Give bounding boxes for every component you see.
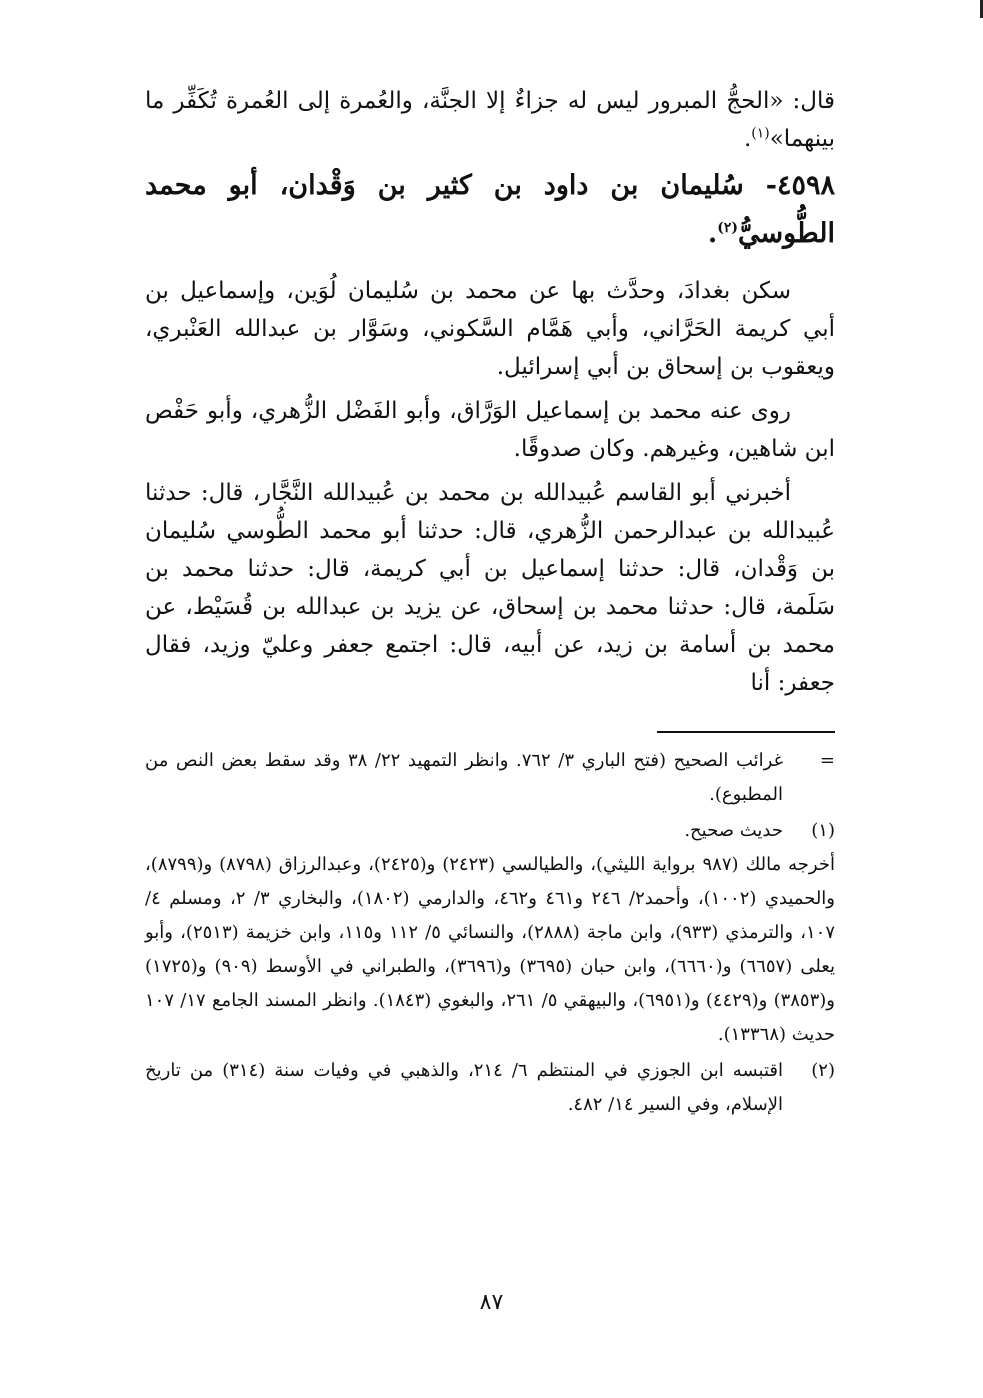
footnote-1-grade: حديث صحيح.	[684, 820, 783, 841]
footnote-1-body	[145, 848, 835, 1052]
footnote-2-text: اقتبسه ابن الجوزي في المنتظم ٦/ ٢١٤، والذهبي في وفيات سنة (٣١٤) من تاريخ الإسلام، وفي السير ١٤/ ٤٨٢.	[145, 1060, 783, 1115]
paragraph-isnad: أخبرني أبو القاسم عُبيدالله بن محمد بن عُبيدالله النَّجَّار، قال: حدثنا عُبيدالله بن عبدالرحمن الزُّهري، قال: حدثنا أبو محمد الطُّوسي سُليمان بن وَقْدان، قال: حدثنا إسماعيل بن أبي كريمة، قال: حدثنا محمد بن سَلَمة، قال: حدثنا محمد بن إسحاق، عن يزيد بن عبدالله بن قُسَيْط، عن محمد بن أسامة بن زيد، عن أبيه، قال: اجتمع جعفر وعليّ وزيد، فقال جعفر: أنا	[145, 480, 835, 696]
paragraph-hadith-end: .	[743, 126, 752, 152]
page-number: ٨٧	[479, 1290, 504, 1315]
footnote-1	[145, 814, 835, 848]
footnote-2	[145, 1054, 835, 1122]
entry-heading	[145, 162, 835, 258]
paragraph-hadith-ending	[145, 82, 835, 158]
footnote-1-text: أخرجه مالك (٩٨٧ برواية الليثي)، والطيالسي (٢٤٢٣) و(٢٤٢٥)، وعبدالرزاق (٨٧٩٨) و(٨٧٩٩)، والحميدي (١٠٠٢)، وأحمد٢/ ٢٤٦ و٤٦١ و٤٦٢، والدارمي (١٨٠٢)، والبخاري ٣/ ٢، ومسلم ٤/ ١٠٧، والترمذي (٩٣٣)، وابن ماجة (٢٨٨٨)، والنسائي ٥/ ١١٢ و١١٥، وابن خزيمة (٢٥١٣)، وأبو يعلى (٦٦٥٧) و(٦٦٦٠)، وابن حبان (٣٦٩٥) و(٣٦٩٦)، والطبراني في الأوسط (٩٠٩) و(١٧٢٥) و(٣٨٥٣) و(٤٤٢٩) و(٦٩٥١)، والبيهقي ٥/ ٢٦١، والبغوي (١٨٤٣). وانظر المسند الجامع ١٧/ ١٠٧ حديث (١٣٣٦٨).	[145, 854, 836, 1045]
footnote-1-marker: (١)	[811, 820, 835, 841]
paragraph-narrators: روى عنه محمد بن إسماعيل الوَرَّاق، وأبو الفَضْل الزُّهري، وأبو حَفْص ابن شاهين، وغيرهم. وكان صدوقًا.	[145, 398, 835, 462]
entry-number: ٤٥٩٨-	[765, 170, 835, 201]
footnote-2-marker: (٢)	[811, 1060, 835, 1081]
footnote-ref-1[interactable]: (١)	[751, 125, 770, 142]
footnote-ref-2[interactable]: (٢)	[717, 220, 739, 236]
entry-name: سُليمان بن داود بن كثير بن وَقْدان، أبو محمد الطُّوسيُّ	[145, 170, 835, 249]
footnote-continued-marker: =	[819, 750, 835, 771]
footnote-continued	[145, 744, 835, 812]
paragraph-hadith-text: قال: «الحجُّ المبرور ليس له جزاءٌ إلا الجنَّة، والعُمرة إلى العُمرة تُكَفِّر ما بينهما»	[145, 88, 835, 152]
footnote-continued-text: غرائب الصحيح (فتح الباري ٣/ ٧٦٢. وانظر التمهيد ٢٢/ ٣٨ وقد سقط بعض النص من المطبوع).	[145, 750, 784, 805]
entry-heading-end: .	[707, 218, 718, 249]
paragraph-biography: سكن بغدادَ، وحدَّث بها عن محمد بن سُليمان لُوَين، وإسماعيل بن أبي كريمة الحَرَّاني، وأبي هَمَّام السَّكوني، وسَوَّار بن عبدالله العَنْبري، ويعقوب بن إسحاق بن أبي إسرائيل.	[145, 278, 835, 380]
main-text	[145, 82, 835, 702]
footnote-divider	[657, 731, 835, 733]
footnotes	[145, 744, 835, 1122]
